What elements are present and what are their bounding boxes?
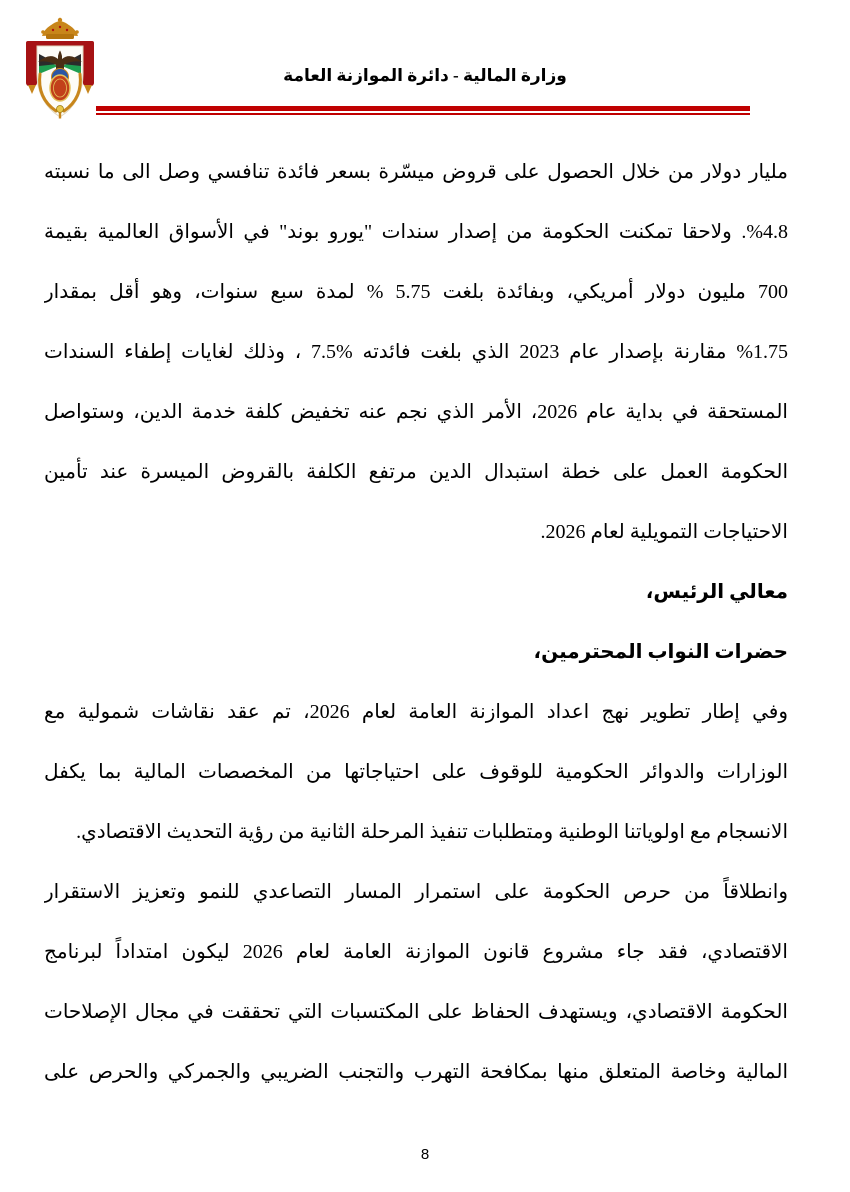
- paragraph-line: الحكومة الاقتصادي، ويستهدف الحفاظ على المكتسبات التي تحققت في مجال الإصلاحات: [44, 1001, 788, 1023]
- header-double-rule: [96, 106, 750, 115]
- paragraph-line: الاحتياجات التمويلية لعام 2026.: [540, 521, 788, 543]
- header-title: وزارة المالية - دائرة الموازنة العامة: [283, 66, 567, 85]
- rule-thin-line: [96, 113, 750, 115]
- paragraph-line: المستحقة في بداية عام 2026، الأمر الذي نجم عنه تخفيض كلفة خدمة الدين، وستواصل: [44, 401, 788, 423]
- paragraph-block: [44, 142, 788, 562]
- paragraph-line: المالية وخاصة المتعلق منها بمكافحة التهرب والتجنب الضريبي والجمركي والحرص على: [44, 1061, 788, 1083]
- paragraph-block: [44, 682, 788, 862]
- section-heading: حضرات النواب المحترمين،: [533, 641, 788, 663]
- heading-block: [44, 562, 788, 622]
- paragraph-line: %4.8. ولاحقا تمكنت الحكومة من إصدار سندات "يورو بوند" في الأسواق العالمية بقيمة: [44, 221, 788, 243]
- heading-block: [44, 622, 788, 682]
- paragraph-line: الاقتصادي، فقد جاء مشروع قانون الموازنة العامة لعام 2026 ليكون امتداداً لبرنامج: [44, 941, 788, 963]
- paragraph-line: وفي إطار تطوير نهج اعداد الموازنة العامة لعام 2026، تم عقد نقاشات شمولية مع: [44, 701, 788, 723]
- paragraph-block: [44, 862, 788, 1102]
- paragraph-line: الحكومة العمل على خطة استبدال الدين مرتفع الكلفة بالقروض الميسرة عند تأمين: [44, 461, 788, 483]
- page-footer: [0, 1146, 850, 1164]
- crown-shape: [41, 18, 79, 39]
- paragraph-line: %1.75 مقارنة بإصدار عام 2023 الذي بلغت فائدته %7.5 ، وذلك لغايات إطفاء السندات: [44, 341, 788, 363]
- paragraph-line: مليار دولار من خلال الحصول على قروض ميسّرة بسعر فائدة تنافسي وصل الى ما نسبته: [44, 161, 788, 183]
- paragraph-line: الوزارات والدوائر الحكومية للوقوف على احتياجاتها من المخصصات المالية بما يكفل: [44, 761, 788, 783]
- paragraph-line: 700 مليون دولار أمريكي، وبفائدة بلغت 5.75 % لمدة سبع سنوات، وهو أقل بمقدار: [44, 281, 788, 303]
- document-body: [44, 142, 788, 1102]
- paragraph-line: الانسجام مع اولوياتنا الوطنية ومتطلبات تنفيذ المرحلة الثانية من رؤية التحديث الاقتصادي.: [76, 821, 788, 843]
- paragraph-line: وانطلاقاً من حرص الحكومة على استمرار المسار التصاعدي للنمو وتعزيز الاستقرار: [44, 881, 788, 903]
- page-number: 8: [420, 1146, 430, 1163]
- section-heading: معالي الرئيس،: [645, 581, 788, 603]
